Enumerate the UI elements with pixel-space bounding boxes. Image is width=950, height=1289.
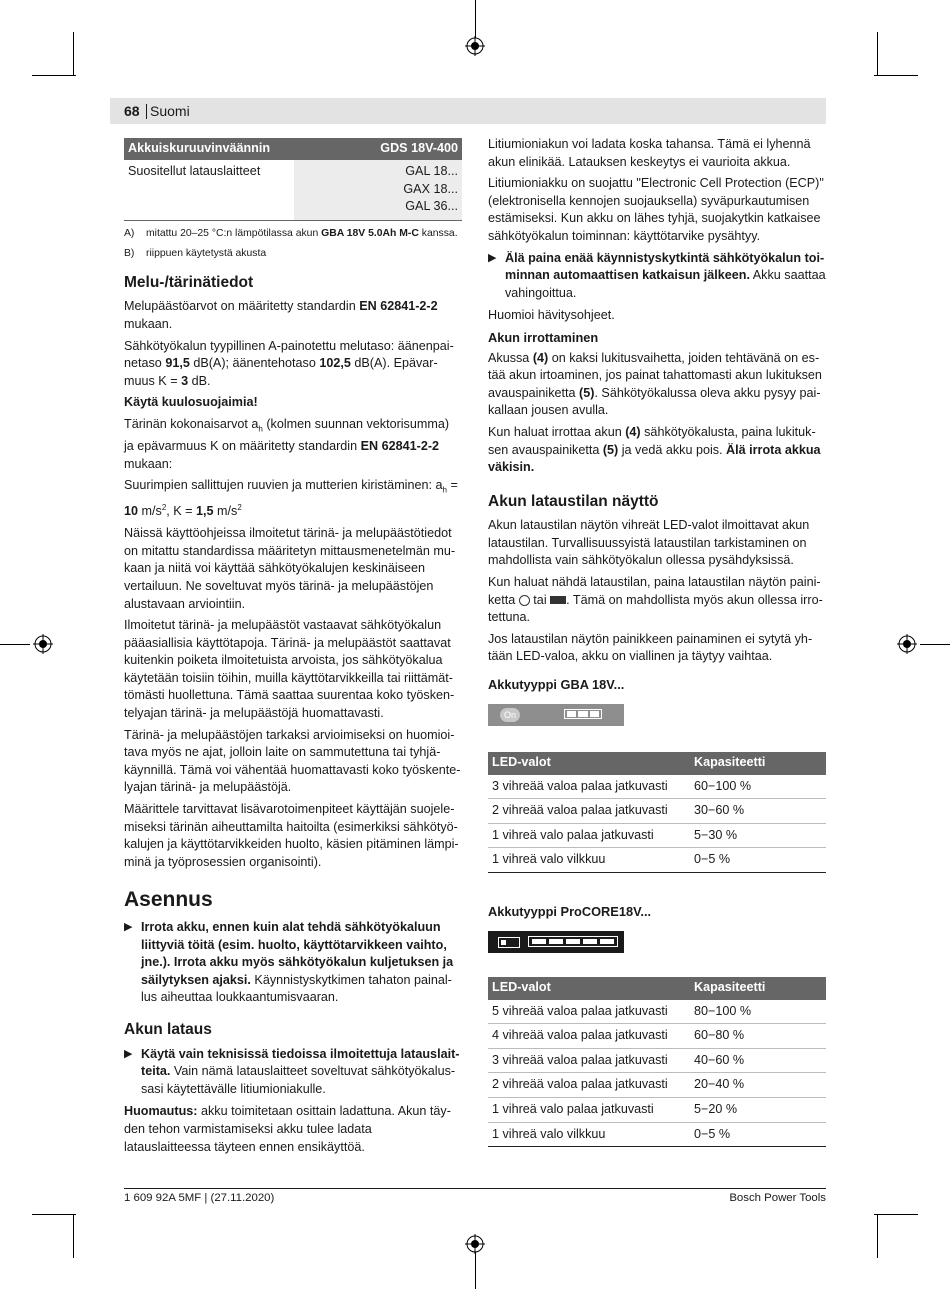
table-cell: 60−100 %: [690, 775, 826, 799]
led-segment: [549, 939, 563, 944]
gba-charge-indicator: [488, 704, 624, 726]
table-row: [488, 1097, 826, 1122]
table-row: [488, 1048, 826, 1073]
table-cell: 2 vihreää valoa palaa jatkuvasti: [488, 799, 690, 824]
spec-table: [124, 138, 462, 221]
arrow-right-icon: ▶: [124, 1047, 133, 1060]
text: Akku saattaa vahingoittua.: [505, 268, 826, 300]
section-name: Suomi: [150, 103, 190, 119]
page-number: 68: [124, 103, 140, 119]
table-cell: 0−5 %: [690, 848, 826, 873]
value: 91,5: [165, 356, 190, 371]
footnote-text-part: kanssa.: [418, 227, 458, 239]
led-segment: [578, 711, 587, 717]
ref: (4): [625, 424, 641, 439]
crop-mark: [920, 644, 950, 645]
footnote-text-part: mitattu 20–25 °C:n lämpötilassa akun: [146, 227, 322, 239]
text: =: [446, 478, 458, 493]
text: (kolmen suunnan vektorisumma) ja epävarmuus K on määritetty standardin: [124, 416, 450, 454]
crop-mark: [475, 0, 476, 38]
table-cell: 1 vihreä valo vilkkuu: [488, 1122, 690, 1147]
crop-mark: [475, 1252, 476, 1289]
warning-bullet: [124, 919, 462, 1007]
lataus-heading: Akun lataus: [124, 1020, 212, 1038]
footnote: [124, 227, 462, 240]
paragraph: [488, 424, 826, 477]
table-cell: 3 vihreää valoa palaa jatkuvasti: [488, 1048, 690, 1073]
paragraph: Näissä käyttöohjeissa ilmoitetut tärinä- ja melupäästötiedot on mitattu standardissa määritetyn mittausmenetelmän mukaan ja niitä voi käyttää sähkötyökalujen keskinäiseen vertailuun. Ne soveltuvat myös tärinä- ja melupäästöjen alustavaan arviointiin.: [124, 526, 456, 611]
charge-heading: Akun lataustilan näyttö: [488, 492, 659, 510]
warning-text: Käytä vain teknisissä tiedoissa ilmoitettuja latauslaitteita.: [141, 1046, 460, 1079]
crop-mark: [874, 1214, 918, 1215]
table-cell: 80−100 %: [690, 1000, 826, 1024]
footer-brand: Bosch Power Tools: [729, 1192, 826, 1204]
table-cell: 0−5 %: [690, 1122, 826, 1147]
crop-mark: [32, 1214, 76, 1215]
led-segment: [532, 939, 546, 944]
table-row: [488, 1122, 826, 1147]
battery-icon: [550, 596, 566, 604]
table-row: [488, 823, 826, 848]
on-button-icon: [519, 595, 530, 606]
footnote-text: [146, 227, 458, 240]
table-row: [488, 1024, 826, 1049]
text: Vain nämä latauslaitteet soveltuvat sähkötyökalussasi käytettävälle litiumioniakulle.: [141, 1064, 456, 1096]
table-cell: 40−60 %: [690, 1048, 826, 1073]
led-segment: [566, 939, 580, 944]
led-table-header: Kapasiteetti: [690, 752, 826, 775]
led-segment: [583, 939, 597, 944]
table-cell: 2 vihreää valoa palaa jatkuvasti: [488, 1073, 690, 1098]
table-cell: 3 vihreää valoa palaa jatkuvasti: [488, 775, 690, 799]
text: , K =: [166, 504, 197, 519]
battery-type-heading: Akkutyyppi ProCORE18V...: [488, 904, 652, 919]
warning-bullet: [124, 1046, 462, 1099]
paragraph: [124, 416, 462, 473]
note-label: Huomautus:: [124, 1104, 198, 1119]
unit: m/s: [213, 504, 238, 519]
ref: (5): [602, 442, 619, 457]
header-divider: [146, 104, 147, 119]
spec-value: GAL 18...: [405, 164, 458, 178]
table-cell: 5−20 %: [690, 1097, 826, 1122]
left-column: [124, 138, 462, 1160]
text: . Sähkötyökalussa oleva akku pysyy paikallaan jousen avulla.: [488, 385, 821, 418]
ear-protection-warning: [124, 394, 462, 412]
registration-mark-icon: [33, 634, 53, 654]
table-cell: 1 vihreä valo palaa jatkuvasti: [488, 1097, 690, 1122]
subscript: h: [442, 485, 447, 495]
text: Tärinän kokonaisarvot a: [124, 416, 259, 431]
note-paragraph: [124, 1103, 462, 1156]
warning-bullet: [488, 250, 826, 303]
spec-table-header-model: GDS 18V-400: [294, 138, 462, 160]
footer-doc-id: 1 609 92A 5MF | (27.11.2020): [124, 1192, 275, 1204]
footer-rule: [124, 1188, 826, 1189]
table-cell: 5−30 %: [690, 823, 826, 848]
superscript: 2: [161, 503, 167, 513]
table-row: [488, 1073, 826, 1098]
arrow-right-icon: ▶: [124, 921, 133, 933]
text: mukaan.: [124, 316, 173, 331]
crop-mark: [73, 1214, 74, 1258]
value: 1,5: [196, 504, 214, 519]
paragraph: Ilmoitetut tärinä- ja melupäästöt vastaavat sähkötyökalun pääasiallisia käyttötapoja. Tärinä- ja melupäästöt saattavat kuitenkin poiketa ilmoitetuista arvoista, jos sähkötyökalua käytetään toisiin töihin, muilla käyttötarvikkeilla tai riittämättömästi huollettuna. Tämä saattaa suurentaa koko työskentelyajan tärinä- ja melupäästöjä huomattavasti.: [124, 618, 455, 721]
led-table-header: LED-valot: [488, 977, 690, 1000]
led-table-header: Kapasiteetti: [690, 977, 826, 1000]
text: Kun haluat nähdä lataustilan, paina lataustilan näytön painiketta: [488, 575, 821, 607]
paragraph: Akun lataustilan näytön vihreät LED-valot ilmoittavat akun lataustilan. Turvallisuussyistä lataustilan tarkistaminen on mahdollista vain sähkötyökalun ollessa pysähdyksissä.: [488, 518, 810, 568]
table-cell: 4 vihreää valoa palaa jatkuvasti: [488, 1024, 690, 1049]
crop-mark: [0, 644, 30, 645]
crop-mark: [877, 32, 878, 76]
text: tai: [529, 592, 551, 607]
remove-heading: Akun irrottaminen: [488, 329, 599, 345]
asennus-heading: Asennus: [124, 888, 213, 912]
text: akku toimitetaan osittain ladattuna. Akun täyden tehon varmistamiseksi akku tulee ladata latauslaitteessa täyteen ennen ensikäyttöä.: [124, 1104, 451, 1154]
value: 10: [124, 504, 139, 519]
procore-charge-indicator: [488, 931, 624, 953]
text: Kun haluat irrottaa akun: [488, 424, 626, 439]
crop-mark: [32, 75, 76, 76]
paragraph: [124, 477, 462, 521]
led-bar-icon: [564, 709, 602, 719]
registration-mark-icon: [465, 36, 485, 56]
led-segment: [600, 939, 614, 944]
text: ja vedä akku pois.: [618, 442, 727, 457]
table-cell: 60−80 %: [690, 1024, 826, 1049]
paragraph: Määrittele tarvittavat lisävarotoimenpiteet käyttäjän suojelemiseksi tärinän aiheuttamilta haitoilta (esimerkiksi sähkötyökalujen ja käyttötarvikkeiden huolto, käsien pitäminen lämpiminä ja työprosessien organisointi).: [124, 802, 459, 869]
text: Sähkötyökalun tyypillinen A-painotettu melutaso: äänenpainetaso: [124, 338, 454, 371]
table-cell: 20−40 %: [690, 1073, 826, 1098]
led-segment: [567, 711, 576, 717]
paragraph: [488, 574, 826, 627]
value: 102,5: [319, 356, 351, 371]
paragraph: Litiumioniakun voi ladata koska tahansa. Tämä ei lyhennä akun elinikää. Latauksen keskeytys ei vaurioita akkua.: [488, 137, 811, 169]
right-column: [488, 136, 826, 1147]
battery-level: [501, 940, 506, 945]
footnote: [124, 247, 462, 260]
standard-ref: EN 62841-2-2: [360, 439, 440, 454]
table-cell: 1 vihreä valo palaa jatkuvasti: [488, 823, 690, 848]
led-table-procore: [488, 977, 826, 1148]
table-row: [488, 1000, 826, 1024]
text: . Tämä on mahdollista myös akun ollessa irrotettuna.: [488, 592, 823, 625]
text: mukaan:: [124, 456, 173, 471]
value: 3: [181, 373, 189, 388]
paragraph: [124, 298, 462, 333]
text: Akussa: [488, 350, 533, 365]
standard-ref: EN 62841-2-2: [359, 299, 438, 314]
warning-text: Käytä kuulosuojaimia!: [124, 395, 258, 410]
crop-mark: [73, 32, 74, 76]
paragraph: Huomioi hävitysohjeet.: [488, 308, 615, 323]
text: dB.: [188, 373, 211, 388]
table-cell: 1 vihreä valo vilkkuu: [488, 848, 690, 873]
led-table-header: LED-valot: [488, 752, 690, 775]
arrow-right-icon: ▶: [488, 251, 497, 264]
footnote-key: B): [124, 247, 135, 259]
warning-text: Älä paina enää käynnistyskytkintä sähkötyökalun toiminnan automaattisen katkaisun jälkeen.: [505, 250, 825, 283]
footnote-bold: GBA 18V 5.0Ah M-C: [321, 227, 419, 239]
text: on kaksi lukitusvaihetta, joiden tehtävänä on estää akun irtoaminen, jos painat tahattomasti akun lukituksen avauspainiketta: [488, 350, 822, 400]
battery-low-icon: [498, 937, 520, 948]
text: dB(A). Epävarmuus K =: [124, 356, 438, 388]
text: dB(A); äänentehotaso: [189, 356, 320, 371]
footnote-text: riippuen käytetystä akusta: [146, 247, 267, 259]
led-segment: [590, 711, 599, 717]
table-row: [488, 775, 826, 799]
table-row: [488, 799, 826, 824]
spec-value: GAX 18...: [403, 181, 458, 196]
on-button: [500, 708, 520, 722]
registration-mark-icon: [897, 634, 917, 654]
table-cell: 30−60 %: [690, 799, 826, 824]
paragraph: [124, 338, 462, 391]
warning-text: Älä irrota akkua väkisin.: [488, 442, 821, 475]
paragraph: Litiumioniakku on suojattu "Electronic Cell Protection (ECP)" (elektronisella kennojen suojauksella) syväpurkautumisen estämiseksi. Kun akku on lähes tyhjä, suojakytkin katkaisee sähkötyökalun toiminnan: käyttötarvike pysähtyy.: [488, 176, 824, 243]
ref: (4): [532, 350, 549, 365]
crop-mark: [874, 75, 918, 76]
crop-mark: [877, 1214, 878, 1258]
led-table-gba: [488, 752, 826, 873]
superscript: 2: [237, 503, 242, 513]
noise-heading: Melu-/tärinätiedot: [124, 273, 254, 291]
paragraph: Jos lataustilan näytön painikkeen painaminen ei sytytä yhtään LED-valoa, akku on viallinen ja täytyy vaihtaa.: [488, 631, 813, 664]
subscript: h: [258, 424, 263, 434]
table-row: [488, 848, 826, 873]
led-bar-icon: [528, 936, 618, 947]
text: Suurimpien sallittujen ruuvien ja mutterien kiristäminen: a: [124, 478, 443, 493]
ref: (5): [579, 385, 595, 400]
footnote-key: A): [124, 227, 135, 239]
paragraph: Tärinä- ja melupäästöjen tarkaksi arvioimiseksi on huomioitava myös ne ajat, jolloin laite on sammutettuna tai tyhjäkäynnillä. Tämä voi vähentää huomattavasti koko työskentelyajan tärinä- ja melupäästöjä.: [124, 727, 461, 795]
header-bar: [110, 98, 826, 124]
warning-text: Irrota akku, ennen kuin alat tehdä sähkötyökaluun liittyviä töitä (esim. huolto, käyttötarvikkeen vaihto, jne.). Irrota akku myös sähkötyökalun kuljetuksen ja säilytyksen ajaksi.: [141, 920, 454, 987]
text: Melupäästöarvot on määritetty standardin: [124, 299, 360, 314]
battery-type-heading: Akkutyyppi GBA 18V...: [488, 677, 625, 693]
text: sähkötyökalusta, paina lukituksen avauspainiketta: [488, 424, 816, 457]
spec-row-values: [294, 160, 462, 220]
registration-mark-icon: [465, 1234, 485, 1254]
unit: m/s: [138, 504, 162, 519]
spec-row-label: Suositellut latauslaitteet: [124, 160, 294, 220]
table-cell: 5 vihreää valoa palaa jatkuvasti: [488, 1000, 690, 1024]
on-label: On: [503, 709, 516, 720]
spec-value: GAL 36...: [405, 199, 458, 214]
paragraph: [488, 350, 826, 420]
text: Käynnistyskytkimen tahaton painallus aiheuttaa loukkaantumisvaaran.: [141, 972, 452, 1005]
spec-table-header-product: Akkuiskuruuvinväännin: [124, 138, 294, 160]
